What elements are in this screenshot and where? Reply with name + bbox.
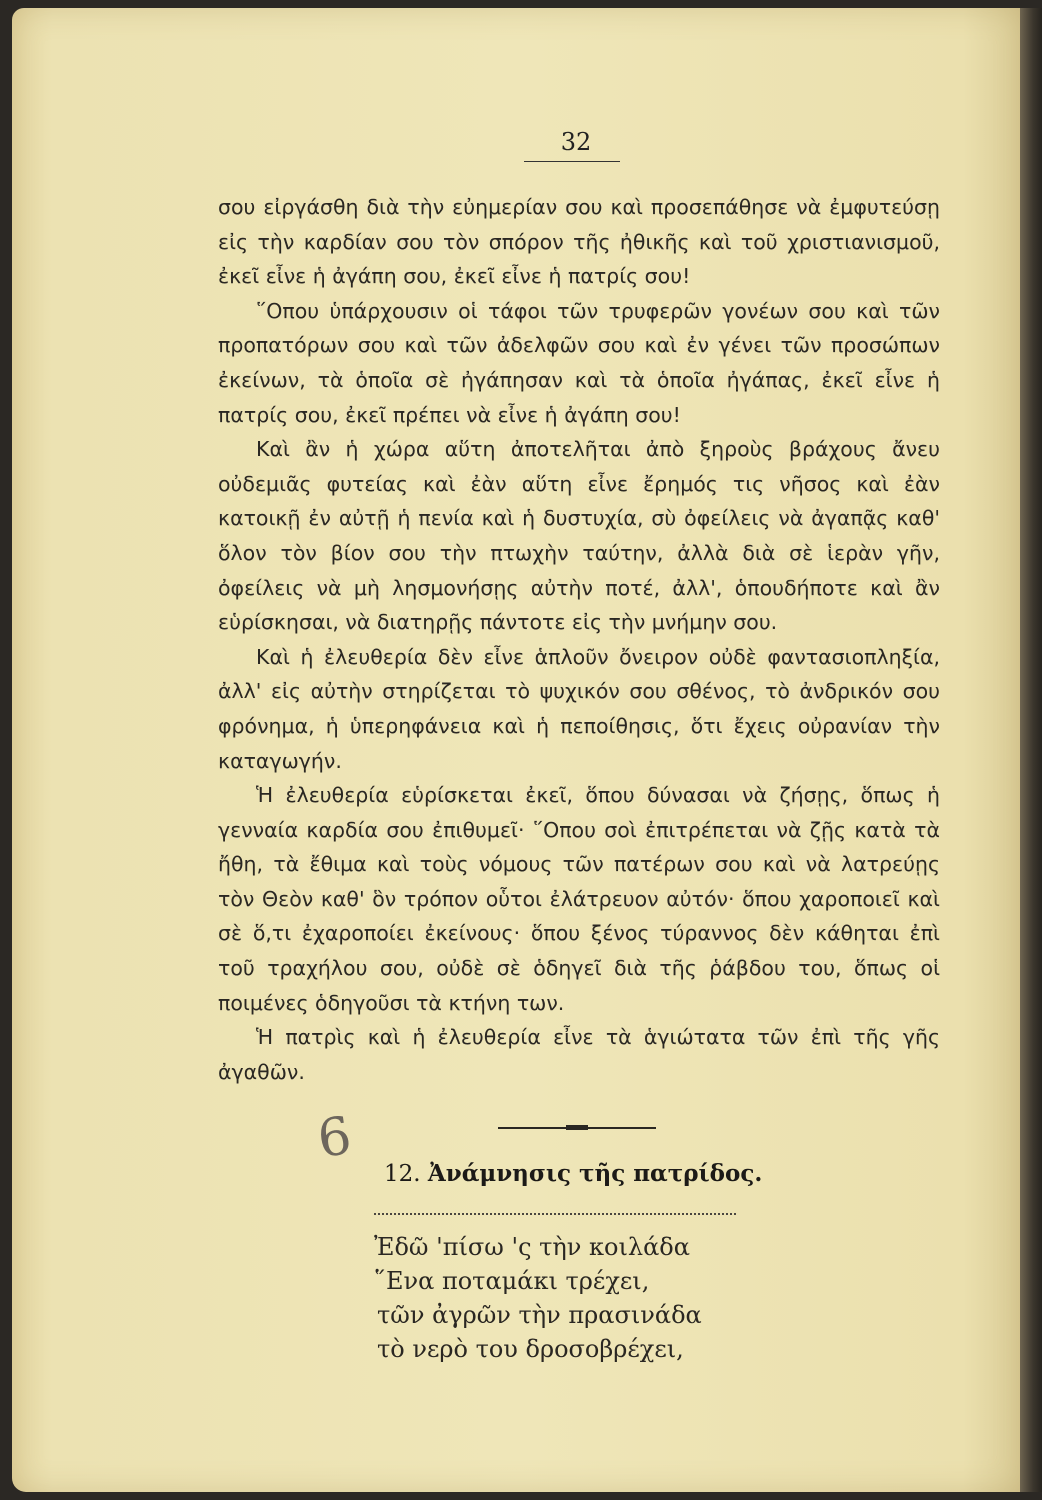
paragraph: Καὶ ἂν ἡ χώρα αὕτη ἀποτελῆται ἀπὸ ξηροὺς βράχους ἄνευ οὐδεμιᾶς φυτείας καὶ ἐὰν αὕτη εἶνε ἔρημός τις νῆσος καὶ ἐὰν κατοικῇ ἐν αὐτῇ ἡ πενία καὶ ἡ δυστυχία, σὺ ὀφείλεις νὰ ἀγαπᾷς καθ' ὅλον τὸν βίον σου τὴν πτωχὴν ταύτην, ἀλλὰ διὰ σὲ ἱερὰν γῆν, ὀφείλεις νὰ μὴ λησμονήσῃς αὐτὴν ποτέ, ἀλλ', ὁπουδήποτε καὶ ἂν εὑρίσκησαι, νὰ διατηρῇς πάντοτε εἰς τὴν μνήμην σου. [218,437,940,635]
paragraph: σου εἰργάσθη διὰ τὴν εὐημερίαν σου καὶ προσεπάθησε νὰ ἐμφυτεύσῃ εἰς τὴν καρδίαν σου τὸν σπόρον τῆς ἠθικῆς καὶ τοῦ χριστιανισμοῦ, ἐκεῖ εἶνε ἡ ἀγάπη σου, ἐκεῖ εἶνε ἡ πατρίς σου! [218,195,940,289]
body-text [218,190,940,1089]
separator-left [498,1127,566,1129]
page-number: 32 [560,128,592,156]
section-number: 12. [384,1161,421,1187]
section-title: Ἀνάμνησις τῆς πατρίδος. [427,1160,763,1187]
page-number-rule [524,161,620,162]
paragraph: Καὶ ἡ ἐλευθερία δὲν εἶνε ἁπλοῦν ὄνειρον οὐδὲ φαντασιοπληξία, ἀλλ' εἰς αὐτὴν στηρίζεται τὸ ψυχικόν σου σθένος, τὸ ἀνδρικόν σου φρόνημα, ἡ ὑπερηφάνεια καὶ ἡ πεποίθησις, ὅτι ἔχεις οὐρανίαν τὴν καταγωγήν. [218,644,940,773]
poem-line: τῶν ἀγρῶν τὴν πρασινάδα [377,1301,702,1329]
handwritten-margin-mark: 6 [313,1105,356,1171]
poem [374,1230,794,1366]
separator-center [566,1125,588,1130]
section-heading [384,1160,762,1187]
paragraph: Ἡ ἐλευθερία εὑρίσκεται ἐκεῖ, ὅπου δύνασαι νὰ ζήσῃς, ὅπως ἡ γενναία καρδία σου ἐπιθυμεῖ· ῞Οπου σοὶ ἐπιτρέπεται νὰ ζῇς κατὰ τὰ ἤθη, τὰ ἔθιμα καὶ τοὺς νόμους τῶν πατέρων σου καὶ νὰ λατρεύῃς τὸν Θεὸν καθ' ὃν τρόπον οὗτοι ἐλάτρευον αὐτόν· ὅπου χαροποιεῖ καὶ σὲ ὅ,τι ἐχαροποίει ἐκείνους· ὅπου ξένος τύραννος δὲν κάθηται ἐπὶ τοῦ τραχήλου σου, οὐδὲ σὲ ὁδηγεῖ διὰ τῆς ῥάβδου του, ὅπως οἱ ποιμένες ὁδηγοῦσι τὰ κτήνη των. [218,783,940,1015]
poem-line: τὸ νερὸ του δροσοβρέχει, [377,1335,684,1363]
separator-right [588,1127,656,1129]
book-spine [1020,8,1042,1492]
dotted-rule [374,1213,736,1215]
poem-line: Ἐδῶ 'πίσω 'ς τὴν κοιλάδα [374,1233,690,1261]
paragraph: ῞Οπου ὑπάρχουσιν οἱ τάφοι τῶν τρυφερῶν γονέων σου καὶ τῶν προπατόρων σου καὶ τῶν ἀδελφῶν σου καὶ ἐν γένει τῶν προσώπων ἐκείνων, τὰ ὁποῖα σὲ ἠγάπησαν καὶ τὰ ὁποῖα ἠγάπας, ἐκεῖ εἶνε ἡ πατρίς σου, ἐκεῖ πρέπει νὰ εἶνε ἡ ἀγάπη σου! [218,298,940,427]
poem-line: ῞Ενα ποταμάκι τρέχει, [374,1267,650,1295]
paragraph: Ἡ πατρὶς καὶ ἡ ἐλευθερία εἶνε τὰ ἁγιώτατα τῶν ἐπὶ τῆς γῆς ἀγαθῶν. [218,1025,940,1084]
